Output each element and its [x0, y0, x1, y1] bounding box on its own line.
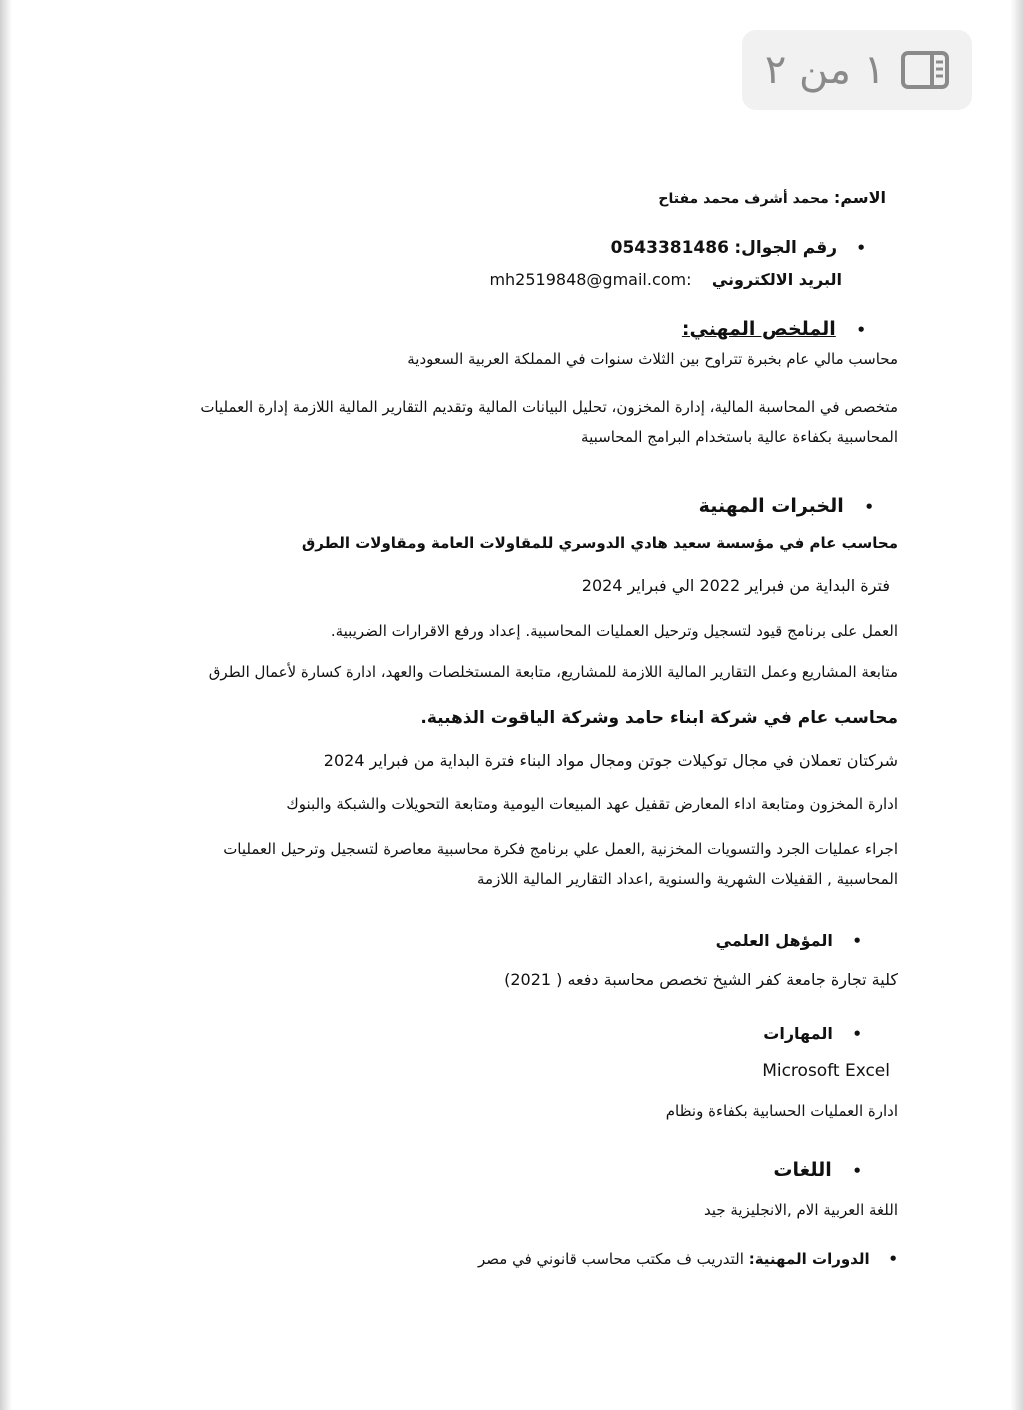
education-line: كلية تجارة جامعة كفر الشيخ تخصص محاسبة دفعه ( 2021): [504, 970, 898, 989]
courses-line: [478, 1252, 898, 1267]
job1-period: فترة البداية من فبراير 2022 الي فبراير 2024: [581, 576, 890, 595]
summary-line-1: محاسب مالي عام بخبرة تتراوح بين الثلاث سنوات في المملكة العربية السعودية: [407, 350, 898, 368]
name-line: [658, 190, 886, 206]
name-label: الاسم:: [833, 188, 886, 207]
job2-line-3: اجراء عمليات الجرد والتسويات المخزنية ,العمل علي برنامج فكرة محاسبية معاصرة لتسجيل وترحيل العمليات: [223, 840, 898, 858]
sidebar-panel-icon: [901, 50, 949, 90]
job2-line-1: شركتان تعملان في مجال توكيلات جوتن ومجال مواد البناء فترة البداية من فبراير 2024: [323, 751, 898, 770]
phone-label: رقم الجوال:: [734, 238, 837, 258]
email-label: البريد الالكتروني: [711, 270, 842, 289]
email-line: [489, 272, 842, 288]
education-heading: • المؤهل العلمي: [716, 933, 862, 949]
email-value: mh2519848@gmail.com:: [489, 270, 692, 289]
job1-line-2: متابعة المشاريع وعمل التقارير المالية اللازمة للمشاريع، متابعة المستخلصات والعهد، ادارة كسارة لأعمال الطرق: [208, 663, 898, 681]
job2-title: محاسب عام في شركة ابناء حامد وشركة الياقوت الذهبية.: [420, 708, 898, 728]
job1-line-1: العمل على برنامج قيود لتسجيل وترحيل العمليات المحاسبية. إعداد ورفع الاقرارات الضريبية.: [330, 622, 898, 640]
page-edge-right: [1010, 0, 1024, 1410]
phone-line: [611, 240, 866, 257]
languages-line: اللغة العربية الام ,الانجليزية جيد: [703, 1201, 898, 1219]
summary-line-2: متخصص في المحاسبة المالية، إدارة المخزون، تحليل البيانات المالية وتقديم التقارير المالية اللازمة إدارة العمليات: [200, 398, 898, 416]
skills-heading: • المهارات: [763, 1026, 862, 1042]
phone-value: 0543381486: [610, 238, 729, 258]
courses-label: الدورات المهنية:: [748, 1250, 870, 1268]
summary-heading: • الملخص المهني:: [682, 320, 866, 339]
experience-heading: • الخبرات المهنية: [699, 497, 874, 516]
job2-line-2: ادارة المخزون ومتابعة اداء المعارض تقفيل عهد المبيعات اليومية ومتابعة التحويلات والشبكة والبنوك: [286, 795, 898, 813]
page-indicator[interactable]: [742, 30, 972, 110]
job1-title: محاسب عام في مؤسسة سعيد هادي الدوسري للمقاولات العامة ومقاولات الطرق: [301, 534, 898, 552]
name-value: محمد أشرف محمد مفتاح: [658, 191, 829, 207]
page-edge-left: [0, 0, 12, 1410]
languages-heading: • اللغات: [773, 1161, 862, 1180]
job2-line-4: المحاسبية , القفيلات الشهرية والسنوية ,اعداد التقارير المالية اللازمة: [477, 870, 898, 888]
skills-line-2: ادارة العمليات الحسابية بكفاءة ونظام: [665, 1102, 898, 1120]
page-indicator-text: ١ من ٢: [764, 47, 886, 93]
summary-line-3: المحاسبية بكفاءة عالية باستخدام البرامج المحاسبية: [581, 428, 898, 446]
skills-line-1: Microsoft Excel: [762, 1061, 890, 1081]
courses-value: التدريب ف مكتب محاسب قانوني في مصر: [477, 1250, 744, 1268]
